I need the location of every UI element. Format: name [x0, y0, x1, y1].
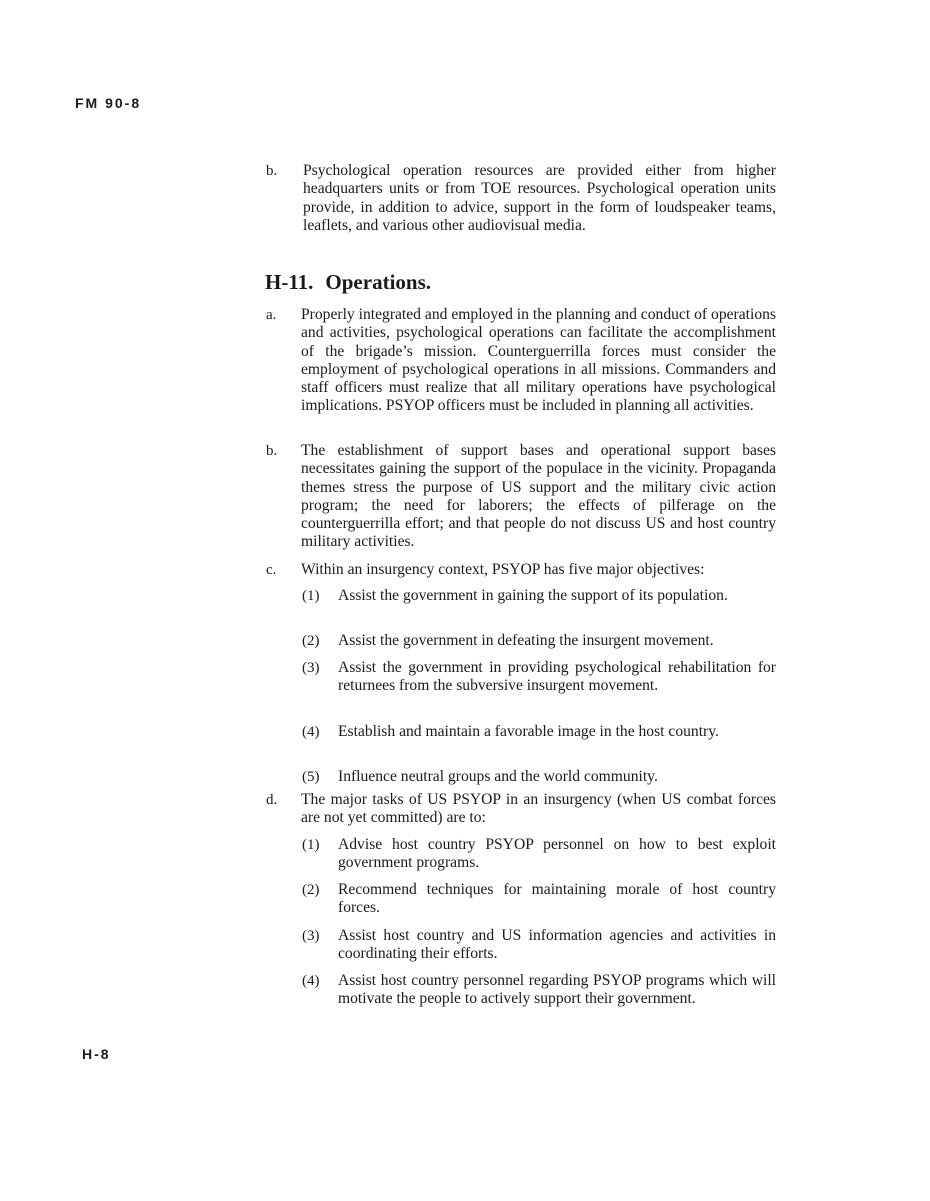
intro-text: Psychological operation resources are provided either from higher headquarters units or from TOE resources. Psychological operation units provide, in addition to advice, support in the form of loudspeaker teams, leaflets, and various other audiovisual media. — [303, 162, 776, 234]
section-heading — [265, 270, 431, 294]
paragraph-d-item-4-label: (4) — [302, 973, 320, 989]
page-number: H-8 — [82, 1046, 111, 1062]
intro-label: b. — [266, 163, 278, 179]
paragraph-c-item-2-text: Assist the government in defeating the insurgent movement. — [338, 632, 714, 649]
paragraph-d-label: d. — [266, 792, 278, 808]
paragraph-d-text: The major tasks of US PSYOP in an insurgency (when US combat forces are not yet committed) are to: — [301, 791, 776, 827]
paragraph-c-item-4-label: (4) — [302, 724, 320, 740]
paragraph-c-item-5-label: (5) — [302, 769, 320, 785]
paragraph-a-text: Properly integrated and employed in the planning and conduct of operations and activities, psychological operations can facilitate the accomplishment of the brigade’s mission. Counterguerrilla forces must consider the employment of psychological operations in all missions. Commanders and staff officers must realize that all military operations have psychological implications. PSYOP officers must be included in planning all activities. — [301, 306, 776, 415]
paragraph-d-item-1-label: (1) — [302, 837, 320, 853]
paragraph-c-item-5-text: Influence neutral groups and the world community. — [338, 768, 658, 785]
paragraph-c-item-1-text: Assist the government in gaining the support of its population. — [338, 587, 728, 604]
paragraph-c-item-2-label: (2) — [302, 633, 320, 649]
paragraph-a-label: a. — [266, 307, 277, 323]
paragraph-c-text: Within an insurgency context, PSYOP has five major objectives: — [301, 561, 705, 578]
paragraph-c-item-3-text: Assist the government in providing psychological rehabilitation for returnees from the subversive insurgent movement. — [338, 659, 776, 695]
paragraph-b-label: b. — [266, 443, 278, 459]
paragraph-d-item-3-label: (3) — [302, 928, 320, 944]
paragraph-d-item-2-label: (2) — [302, 882, 320, 898]
page-header-code: FM 90-8 — [75, 95, 142, 111]
paragraph-c-item-3-label: (3) — [302, 660, 320, 676]
section-title: Operations. — [325, 270, 432, 294]
paragraph-d-item-4-text: Assist host country personnel regarding PSYOP programs which will motivate the people to actively support their government. — [338, 972, 776, 1008]
paragraph-c-item-4-text: Establish and maintain a favorable image in the host country. — [338, 723, 719, 740]
section-number: H-11. — [265, 270, 314, 294]
paragraph-c-label: c. — [266, 562, 277, 578]
paragraph-d-item-2-text: Recommend techniques for maintaining morale of host country forces. — [338, 881, 776, 917]
paragraph-c-item-1-label: (1) — [302, 588, 320, 604]
paragraph-d-item-3-text: Assist host country and US information agencies and activities in coordinating their efforts. — [338, 927, 776, 963]
paragraph-d-item-1-text: Advise host country PSYOP personnel on how to best exploit government programs. — [338, 836, 776, 872]
paragraph-b-text: The establishment of support bases and operational support bases necessitates gaining the support of the populace in the vicinity. Propaganda themes stress the purpose of US support and the military civic action program; the need for laborers; the effects of pilferage on the counterguerrilla effort; and that people do not discuss US and host country military activities. — [301, 442, 776, 551]
